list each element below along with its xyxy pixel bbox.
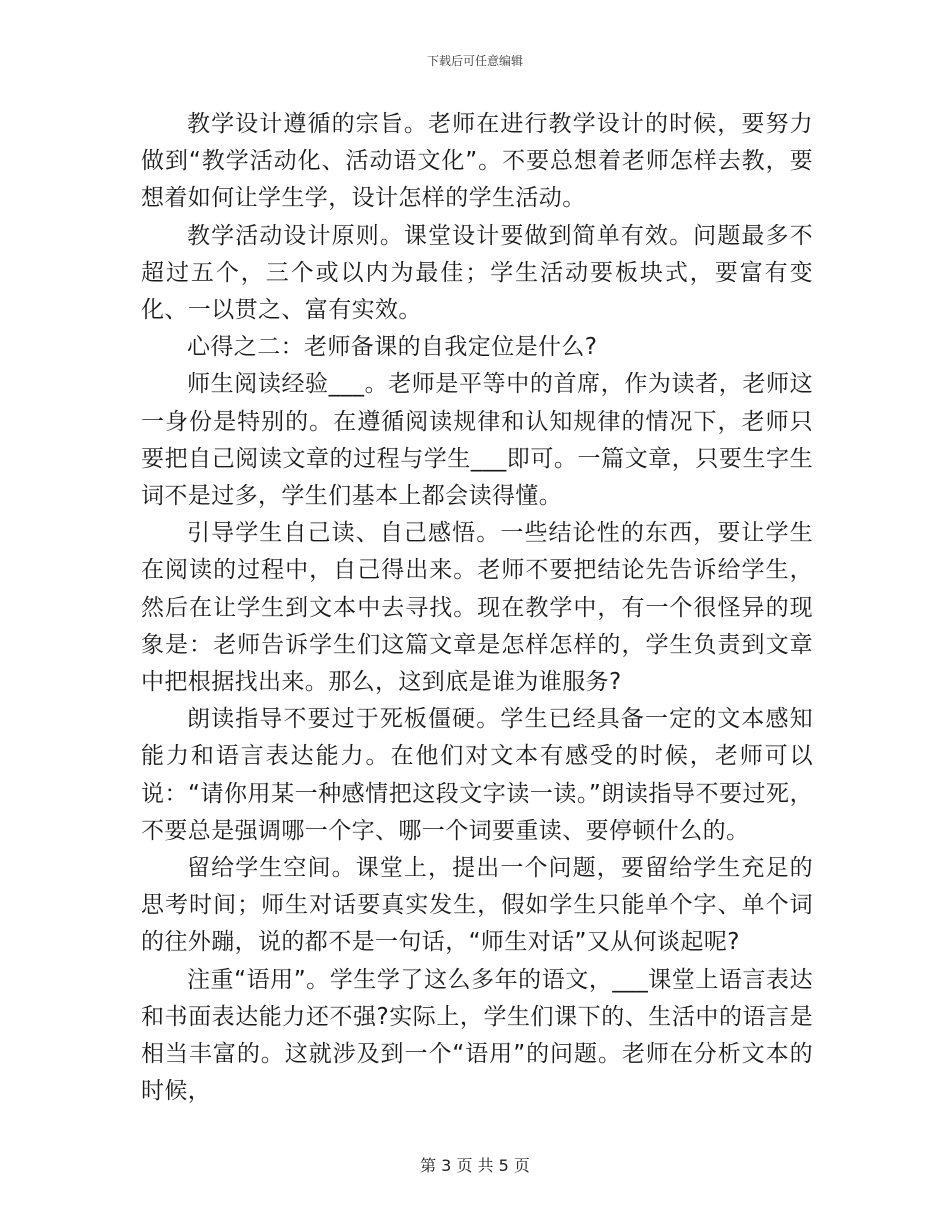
page-footer: 第 3 页 共 5 页: [420, 1156, 530, 1175]
paragraph-reading-experience: 师生阅读经验___。老师是平等中的首席，作为读者，老师这一身份是特别的。在遵循阅读规律和认知规律的情况下，老师只要把自己阅读文章的过程与学生___即可。一篇文章，只要生字生词不是过多，学生们基本上都会读得懂。: [141, 371, 813, 510]
page-header: 下载后可任意编辑: [426, 54, 523, 68]
paragraph-student-space: 留给学生空间。课堂上，提出一个问题，要留给学生充足的思考时间；师生对话要真实发生，假如学生只能单个字、单个词的往外蹦，说的都不是一句话，“师生对话”又从何谈起呢?: [141, 855, 813, 956]
paragraph-self-reading: 引导学生自己读、自己感悟。一些结论性的东西，要让学生在阅读的过程中，自己得出来。老师不要把结论先告诉给学生，然后在让学生到文本中去寻找。现在教学中，有一个很怪异的现象是：老师告诉学生们这篇文章是怎样怎样的，学生负责到文章中把根据找出来。那么，这到底是谁为谁服务?: [141, 520, 813, 696]
paragraph-activity-design-principles: 教学活动设计原则。课堂设计要做到简单有效。问题最多不超过五个，三个或以内为最佳；学生活动要板块式，要富有变化、一以贯之、富有实效。: [141, 222, 813, 324]
paragraph-teaching-design-purpose: 教学设计遵循的宗旨。老师在进行教学设计的时候，要努力做到“教学活动化、活动语文化”。不要总想着老师怎样去教，要想着如何让学生学，设计怎样的学生活动。: [141, 111, 813, 212]
document-body: [141, 106, 813, 1110]
paragraph-reading-aloud-guidance: 朗读指导不要过于死板僵硬。学生已经具备一定的文本感知能力和语言表达能力。在他们对文本有感受的时候，老师可以说：“请你用某一种感情把这段文字读一读。”朗读指导不要过死，不要总是强调哪一个字、哪一个词要重读、要停顿什么的。: [141, 706, 813, 844]
paragraph-section-heading-two: 心得之二：老师备课的自我定位是什么?: [187, 334, 598, 361]
paragraph-language-use: 注重“语用”。学生学了这么多年的语文，___课堂上语言表达和书面表达能力还不强?实际上，学生们课下的、生活中的语言是相当丰富的。这就涉及到一个“语用”的问题。老师在分析文本的时候，: [141, 966, 813, 1105]
